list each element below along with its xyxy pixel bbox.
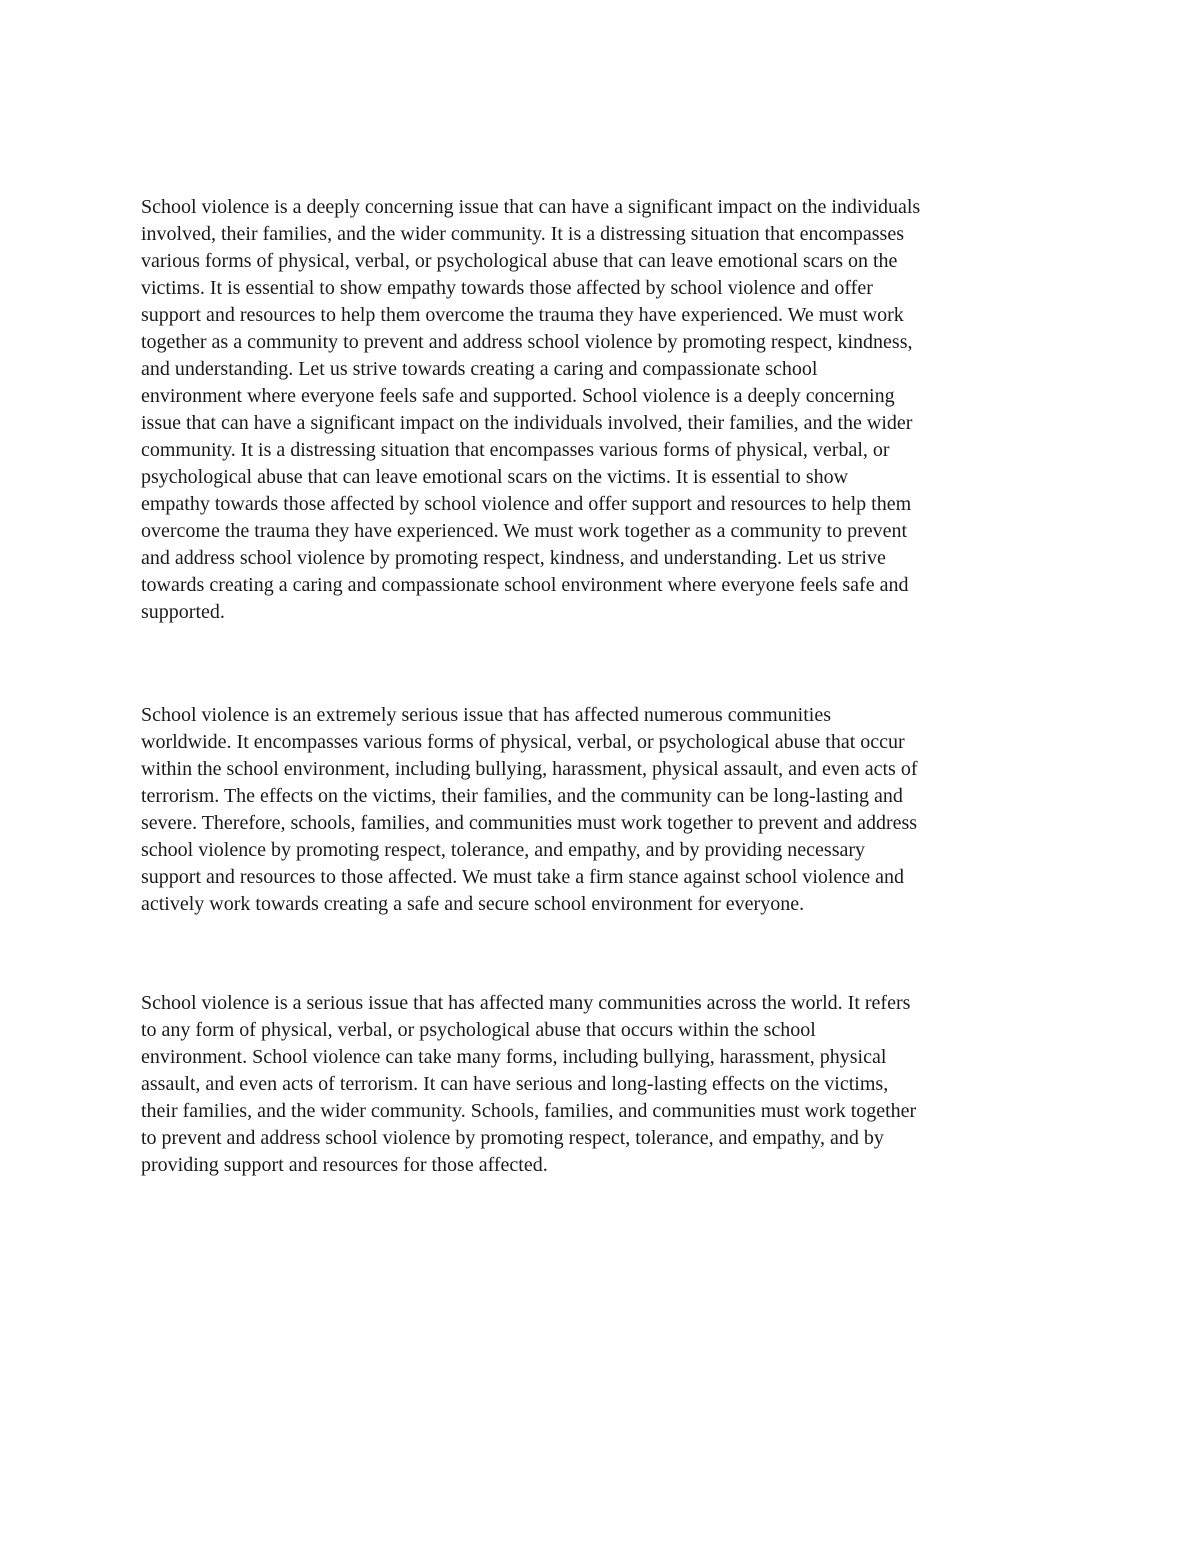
paragraph-line: psychological abuse that can leave emotional scars on the victims. It is essential to show [141, 466, 849, 488]
paragraph-line: empathy towards those affected by school violence and offer support and resources to help them [141, 493, 912, 515]
paragraph-line: involved, their families, and the wider community. It is a distressing situation that encompasses [141, 223, 904, 245]
paragraph-line: and address school violence by promoting respect, kindness, and understanding. Let us strive [141, 547, 886, 569]
paragraph-line: their families, and the wider community. Schools, families, and communities must work together [141, 1100, 917, 1122]
paragraph-2 [141, 702, 1061, 918]
paragraph-line: towards creating a caring and compassionate school environment where everyone feels safe and [141, 574, 909, 596]
paragraph-line: victims. It is essential to show empathy towards those affected by school violence and offer [141, 277, 873, 299]
paragraph-line: worldwide. It encompasses various forms of physical, verbal, or psychological abuse that occur [141, 731, 905, 753]
paragraph-line: support and resources to those affected. We must take a firm stance against school violence and [141, 866, 904, 888]
paragraph-line: terrorism. The effects on the victims, their families, and the community can be long-lasting and [141, 785, 903, 807]
paragraph-line: School violence is a serious issue that has affected many communities across the world. It refers [141, 992, 911, 1014]
paragraph-line: community. It is a distressing situation that encompasses various forms of physical, verbal, or [141, 439, 890, 461]
paragraph-line: providing support and resources for those affected. [141, 1154, 548, 1176]
paragraph-line: actively work towards creating a safe and secure school environment for everyone. [141, 893, 805, 915]
paragraph-line: environment where everyone feels safe and supported. School violence is a deeply concerning [141, 385, 895, 407]
paragraph-3 [141, 990, 1061, 1179]
paragraph-line: support and resources to help them overcome the trauma they have experienced. We must work [141, 304, 904, 326]
paragraph-line: and understanding. Let us strive towards creating a caring and compassionate school [141, 358, 818, 380]
paragraph-line: environment. School violence can take many forms, including bullying, harassment, physical [141, 1046, 887, 1068]
paragraph-line: within the school environment, including bullying, harassment, physical assault, and even acts of [141, 758, 918, 780]
paragraph-line: issue that can have a significant impact on the individuals involved, their families, and the wider [141, 412, 913, 434]
paragraph-1 [141, 194, 1061, 626]
paragraph-line: various forms of physical, verbal, or psychological abuse that can leave emotional scars on the [141, 250, 898, 272]
paragraph-line: to prevent and address school violence by promoting respect, tolerance, and empathy, and by [141, 1127, 884, 1149]
paragraph-line: to any form of physical, verbal, or psychological abuse that occurs within the school [141, 1019, 816, 1041]
paragraph-line: overcome the trauma they have experienced. We must work together as a community to prevent [141, 520, 908, 542]
paragraph-line: severe. Therefore, schools, families, and communities must work together to prevent and address [141, 812, 918, 834]
paragraph-line: School violence is a deeply concerning issue that can have a significant impact on the individuals [141, 196, 921, 218]
paragraph-line: supported. [141, 601, 225, 623]
paragraph-line: School violence is an extremely serious issue that has affected numerous communities [141, 704, 832, 726]
paragraph-line: together as a community to prevent and address school violence by promoting respect, kindness, [141, 331, 913, 353]
paragraph-line: school violence by promoting respect, tolerance, and empathy, and by providing necessary [141, 839, 866, 861]
paragraph-line: assault, and even acts of terrorism. It can have serious and long-lasting effects on the victims, [141, 1073, 889, 1095]
